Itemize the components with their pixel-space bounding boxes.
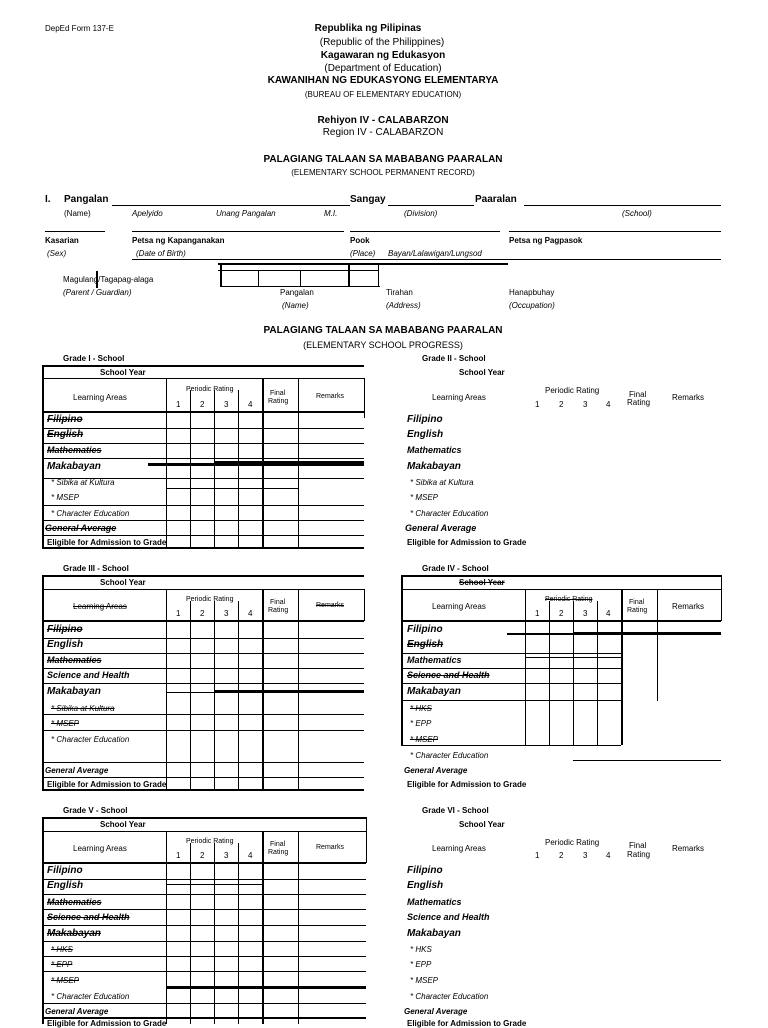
progress-title: PALAGIANG TALAAN SA MABABANG PAARALAN xyxy=(263,325,503,336)
header-palagiang: PALAGIANG TALAAN SA MABABANG PAARALAN xyxy=(263,154,503,165)
grade-1-makabayan: Makabayan xyxy=(47,461,101,472)
grade-2-school-year: School Year xyxy=(459,368,505,377)
grade-5-q2: 2 xyxy=(200,851,205,860)
grade-1-eligible: Eligible for Admission to Grade xyxy=(47,538,167,547)
grade-3-makabayan: Makabayan xyxy=(47,686,101,697)
header-permanent-record: (ELEMENTARY SCHOOL PERMANENT RECORD) xyxy=(291,168,475,177)
grade-6-epp: * EPP xyxy=(410,960,432,969)
grade-3-q1: 1 xyxy=(176,609,181,618)
header-republika: Republika ng Pilipinas xyxy=(314,23,422,34)
grade-2-general-average: General Average xyxy=(405,523,477,533)
grade-1-msep: * MSEP xyxy=(51,493,80,502)
grade-3-eligible: Eligible for Admission to Grade xyxy=(47,780,167,789)
grade-5-epp: * EPP xyxy=(51,960,73,969)
header-republic: (Republic of the Philippines) xyxy=(319,37,445,48)
grade-6-q2: 2 xyxy=(559,851,564,860)
grade-2-q1: 1 xyxy=(535,400,540,409)
grade-1-mathematics: Mathematics xyxy=(47,445,102,455)
grade-3-title: Grade III - School xyxy=(63,564,129,573)
grade-3-filipino: Filipino xyxy=(47,624,83,635)
grade-4-rating: Rating xyxy=(627,607,648,614)
grade-6-eligible: Eligible for Admission to Grade xyxy=(407,1019,527,1028)
grade-2-msep: * MSEP xyxy=(410,493,439,502)
grade-3-q2: 2 xyxy=(200,609,205,618)
grade-4-q2: 2 xyxy=(559,609,564,618)
grade-3-final: Final xyxy=(270,599,286,606)
dob-caption: (Date of Birth) xyxy=(136,249,186,258)
grade-5-english: English xyxy=(47,880,84,891)
magulang-label: Magulang/Tagapag-alaga xyxy=(63,275,154,284)
grade-1-title: Grade I - School xyxy=(63,354,125,363)
paaralan-label: Paaralan xyxy=(475,194,517,205)
grade-6-remarks: Remarks xyxy=(672,844,705,853)
grade-2-q3: 3 xyxy=(583,400,588,409)
grade-6-makabayan: Makabayan xyxy=(407,928,461,939)
grade-3-q3: 3 xyxy=(224,609,229,618)
grade-5-chared: * Character Education xyxy=(51,992,130,1001)
header-department: (Department of Education) xyxy=(324,63,442,74)
grade-4-learning-areas: Learning Areas xyxy=(432,602,486,611)
grade-5-q3: 3 xyxy=(224,851,229,860)
pangalan-label: Pangalan xyxy=(64,194,109,205)
grade-2-sibika: * Sibika at Kultura xyxy=(410,478,474,487)
grade-2-rating: Rating xyxy=(627,398,651,407)
header-kawanihan: KAWANIHAN NG EDUKASYONG ELEMENTARYA xyxy=(267,75,499,86)
mi-caption: M.I. xyxy=(324,209,338,218)
grade-4-english: English xyxy=(407,639,444,650)
grade-1-rating: Rating xyxy=(268,398,289,405)
grade-6-final: Final xyxy=(629,841,647,850)
grade-2-eligible: Eligible for Admission to Grade xyxy=(407,538,527,547)
grade-1-english: English xyxy=(47,429,84,440)
grade-4-school-year: School Year xyxy=(459,578,505,587)
grade-6-periodic: Periodic Rating xyxy=(545,838,600,847)
grade-1-general-average: General Average xyxy=(45,523,117,533)
grade-6-chared: * Character Education xyxy=(410,992,489,1001)
grade-4-general-average: General Average xyxy=(404,766,468,775)
sangay-label: Sangay xyxy=(350,194,386,205)
grade-2-makabayan: Makabayan xyxy=(407,461,461,472)
grade-6-english: English xyxy=(407,880,444,891)
grade-4-hks: * HKS xyxy=(410,704,432,713)
grade-6-school-year: School Year xyxy=(459,820,505,829)
grade-1-periodic: Periodic Rating xyxy=(186,386,234,393)
grade-2-title: Grade II - School xyxy=(422,354,486,363)
grade-1-final: Final xyxy=(270,390,286,397)
grade-4-science: Science and Health xyxy=(407,670,490,680)
school-caption: (School) xyxy=(622,209,652,218)
grade-5-mathematics: Mathematics xyxy=(47,897,102,907)
grade-3-q4: 4 xyxy=(248,609,253,618)
grade-3-chared: * Character Education xyxy=(51,735,130,744)
grade-5-filipino: Filipino xyxy=(47,865,83,876)
grade-5-q4: 4 xyxy=(248,851,253,860)
grade-6-q1: 1 xyxy=(535,851,540,860)
grade-1-filipino: Filipino xyxy=(47,414,83,425)
grade-5-remarks: Remarks xyxy=(316,844,345,851)
grade-5-makabayan: Makabayan xyxy=(47,928,101,939)
unang-pangalan-caption: Unang Pangalan xyxy=(216,209,276,218)
grade-1-chared: * Character Education xyxy=(51,509,130,518)
grade-5-general-average: General Average xyxy=(45,1007,109,1016)
name-caption: (Name) xyxy=(64,209,91,218)
grade-4-q3: 3 xyxy=(583,609,588,618)
grade-1-q3: 3 xyxy=(224,400,229,409)
name2-caption: (Name) xyxy=(282,301,309,310)
grade-4-makabayan: Makabayan xyxy=(407,686,461,697)
grade-4-q4: 4 xyxy=(606,609,611,618)
section-number: I. xyxy=(45,194,51,205)
grade-6-q4: 4 xyxy=(606,851,611,860)
grade-5-school-year: School Year xyxy=(100,820,146,829)
grade-4-remarks: Remarks xyxy=(672,602,705,611)
address-caption: (Address) xyxy=(386,301,421,310)
grade-4-msep: * MSEP xyxy=(410,735,439,744)
header-bureau: (BUREAU OF ELEMENTARY EDUCATION) xyxy=(304,90,462,99)
grade-2-remarks: Remarks xyxy=(672,393,705,402)
grade-6-title: Grade VI - School xyxy=(422,806,489,815)
grade-2-mathematics: Mathematics xyxy=(407,445,462,455)
grade-5-learning-areas: Learning Areas xyxy=(73,844,127,853)
grade-1-q4: 4 xyxy=(248,400,253,409)
grade-5-periodic: Periodic Rating xyxy=(186,838,234,845)
grade-5-hks: * HKS xyxy=(51,945,73,954)
grade-2-periodic: Periodic Rating xyxy=(545,386,600,395)
grade-4-filipino: Filipino xyxy=(407,624,443,635)
grade-5-msep: * MSEP xyxy=(51,976,80,985)
parent-caption: (Parent / Guardian) xyxy=(63,288,132,297)
grade-3-mathematics: Mathematics xyxy=(47,655,102,665)
grade-6-msep: * MSEP xyxy=(410,976,439,985)
header-region: Region IV - CALABARZON xyxy=(322,127,444,138)
grade-1-q2: 2 xyxy=(200,400,205,409)
grade-3-learning-areas: Learning Areas xyxy=(73,602,127,611)
grade-3-sibika: * Sibika at Kultura xyxy=(51,704,115,713)
grade-1-learning-areas: Learning Areas xyxy=(73,393,127,402)
grade-3-general-average: General Average xyxy=(45,766,109,775)
kasarian-label: Kasarian xyxy=(45,236,79,245)
grade-1-q1: 1 xyxy=(176,400,181,409)
grade-6-general-average: General Average xyxy=(404,1007,468,1016)
grade-6-science: Science and Health xyxy=(407,912,490,922)
grade-4-q1: 1 xyxy=(535,609,540,618)
grade-6-learning-areas: Learning Areas xyxy=(432,844,486,853)
occupation-caption: (Occupation) xyxy=(509,301,555,310)
grade-2-final: Final xyxy=(629,390,647,399)
place-caption: (Place) xyxy=(350,249,376,258)
grade-3-science: Science and Health xyxy=(47,670,130,680)
pangalan2-label: Pangalan xyxy=(280,288,314,297)
grade-3-english: English xyxy=(47,639,84,650)
petsa-pagpasok-label: Petsa ng Pagpasok xyxy=(509,236,583,245)
grade-4-periodic: Periodic Rating xyxy=(545,596,593,603)
grade-5-q1: 1 xyxy=(176,851,181,860)
header-kagawaran: Kagawaran ng Edukasyon xyxy=(320,50,446,61)
grade-5-final: Final xyxy=(270,841,286,848)
grade-2-q4: 4 xyxy=(606,400,611,409)
sex-caption: (Sex) xyxy=(47,249,67,258)
grade-3-school-year: School Year xyxy=(100,578,146,587)
grade-5-title: Grade V - School xyxy=(63,806,128,815)
grade-2-chared: * Character Education xyxy=(410,509,489,518)
grade-5-science: Science and Health xyxy=(47,912,130,922)
grade-2-english: English xyxy=(407,429,444,440)
pook-label: Pook xyxy=(350,236,370,245)
grade-1-school-year: School Year xyxy=(100,368,146,377)
grade-1-sibika: * Sibika at Kultura xyxy=(51,478,115,487)
grade-3-remarks: Remarks xyxy=(316,602,345,609)
bayan-caption: Bayan/Lalawigan/Lungsod xyxy=(388,249,482,258)
form-id: DepEd Form 137-E xyxy=(45,24,114,33)
grade-2-q2: 2 xyxy=(559,400,564,409)
petsa-kapanganakan-label: Petsa ng Kapanganakan xyxy=(132,236,225,245)
grade-6-hks: * HKS xyxy=(410,945,432,954)
grade-6-filipino: Filipino xyxy=(407,865,443,876)
grade-5-eligible: Eligible for Admission to Grade xyxy=(47,1019,167,1028)
grade-4-eligible: Eligible for Admission to Grade xyxy=(407,780,527,789)
progress-subtitle: (ELEMENTARY SCHOOL PROGRESS) xyxy=(303,340,463,350)
grade-6-mathematics: Mathematics xyxy=(407,897,462,907)
grade-2-learning-areas: Learning Areas xyxy=(432,393,486,402)
grade-4-epp: * EPP xyxy=(410,719,432,728)
grade-3-msep: * MSEP xyxy=(51,719,80,728)
grade-2-filipino: Filipino xyxy=(407,414,443,425)
grade-3-rating: Rating xyxy=(268,607,289,614)
grade-4-final: Final xyxy=(629,599,645,606)
grade-5-rating: Rating xyxy=(268,849,289,856)
apelyido-caption: Apelyido xyxy=(132,209,163,218)
grade-4-title: Grade IV - School xyxy=(422,564,489,573)
hanapbuhay-label: Hanapbuhay xyxy=(509,288,555,297)
grade-6-q3: 3 xyxy=(583,851,588,860)
division-caption: (Division) xyxy=(404,209,438,218)
grade-1-remarks: Remarks xyxy=(316,393,345,400)
grade-4-chared: * Character Education xyxy=(410,751,489,760)
grade-3-periodic: Periodic Rating xyxy=(186,596,234,603)
grade-6-rating: Rating xyxy=(627,850,651,859)
header-rehiyon: Rehiyon IV - CALABARZON xyxy=(317,115,449,126)
tirahan-label: Tirahan xyxy=(386,288,413,297)
grade-4-mathematics: Mathematics xyxy=(407,655,462,665)
